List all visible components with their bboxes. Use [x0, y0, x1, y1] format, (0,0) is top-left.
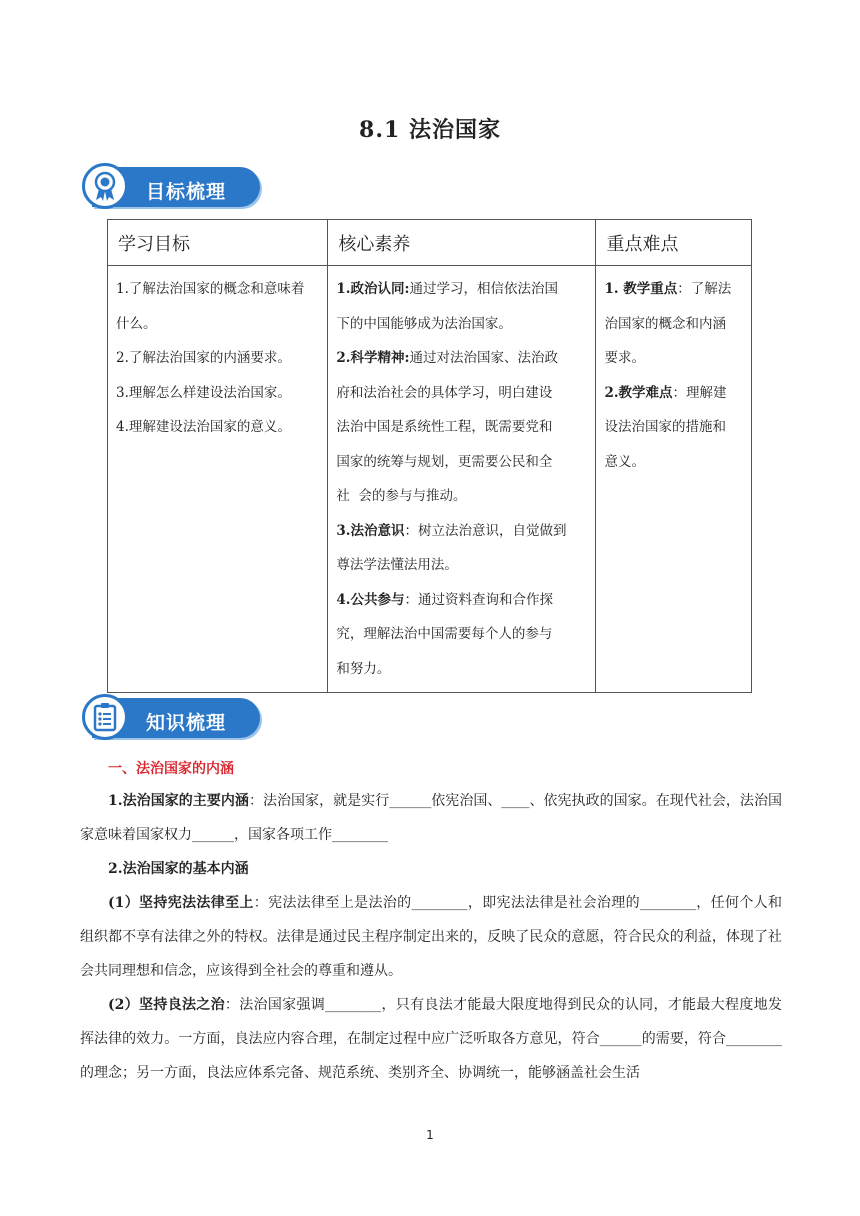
literacy-line: 尊法学法懂法用法。	[336, 557, 458, 573]
page-title: 8.1 法治国家	[359, 117, 501, 143]
paragraph: (2）坚持良法之治：法治国家强调________，只有良法才能最大限度地得到民众的认同，才能最大程度地发挥法律的效力。一方面，良法应内容合理，在制定过程中应广泛听取各方意见，符合______的需要，符合________的理念；另一方面，良法应体系完备、规范系统、类别齐全、协调统一，能够涵盖社会生活	[80, 997, 782, 1081]
section-heading: 一、法治国家的内涵	[108, 761, 234, 777]
key-point-line: 设法治国家的措施和	[604, 419, 726, 435]
table-header-row	[108, 220, 752, 266]
literacy-line: 和努力。	[336, 660, 391, 677]
goals-table	[107, 219, 752, 693]
award-ribbon-icon	[82, 163, 128, 209]
learning-goals-cell	[108, 266, 328, 693]
knowledge-banner	[82, 694, 262, 742]
banner-title: 目标梳理	[146, 181, 227, 203]
clipboard-checklist-icon	[82, 694, 128, 740]
header-learning-goals: 学习目标	[108, 220, 328, 266]
literacy-line: 究，理解法治中国需要每个人的参与	[336, 626, 553, 642]
literacy-line: 府和法治社会的具体学习，明白建设	[336, 384, 553, 401]
literacy-line: 1.政治认同:通过学习，相信依法治国	[336, 281, 558, 297]
key-point-line: 意义。	[604, 453, 645, 470]
goals-banner	[82, 163, 262, 211]
table-row	[108, 266, 752, 693]
goal-line: 2.了解法治国家的内涵要求。	[116, 350, 291, 366]
header-core-literacy: 核心素养	[328, 220, 596, 266]
literacy-line: 2.科学精神:通过对法治国家、法治政	[336, 350, 558, 366]
paragraph: 1.法治国家的主要内涵：法治国家，就是实行______依宪治国、____、依宪执政的国家。在现代社会，法治国家意味着国家权力______，国家各项工作________	[80, 793, 782, 843]
page-number: 1	[426, 1128, 434, 1142]
core-literacy-cell	[328, 266, 596, 693]
literacy-line: 4.公共参与：通过资料查询和合作探	[336, 591, 553, 608]
literacy-line: 法治中国是系统性工程，既需要党和	[336, 419, 553, 435]
goal-line: 1.了解法治国家的概念和意味着	[116, 281, 305, 297]
paragraph: 2.法治国家的基本内涵	[108, 861, 249, 877]
paragraph: (1）坚持宪法法律至上：宪法法律至上是法治的________，即宪法法律是社会治理的________，任何个人和组织都不享有法律之外的特权。法律是通过民主程序制定出来的，反映了民众的意愿，符合民众的利益，体现了社会共同理想和信念，应该得到全社会的尊重和遵从。	[80, 895, 782, 979]
literacy-line: 国家的统筹与规划，更需要公民和全	[336, 453, 553, 470]
section-body	[80, 784, 782, 1090]
banner-title: 知识梳理	[146, 712, 227, 734]
literacy-line: 社 会的参与与推动。	[336, 488, 467, 504]
goal-line: 3.理解怎么样建设法治国家。	[116, 384, 291, 401]
literacy-line: 下的中国能够成为法治国家。	[336, 315, 512, 332]
key-points-cell	[596, 266, 752, 693]
key-point-line: 1. 教学重点：了解法	[604, 281, 732, 297]
header-key-points: 重点难点	[596, 220, 752, 266]
key-point-line: 治国家的概念和内涵	[604, 315, 726, 332]
key-point-line: 要求。	[604, 350, 645, 366]
literacy-line: 3.法治意识：树立法治意识，自觉做到	[336, 522, 567, 539]
key-point-line: 2.教学难点：理解建	[604, 384, 727, 401]
goal-line: 什么。	[116, 315, 157, 332]
goal-line: 4.理解建设法治国家的意义。	[116, 419, 291, 435]
